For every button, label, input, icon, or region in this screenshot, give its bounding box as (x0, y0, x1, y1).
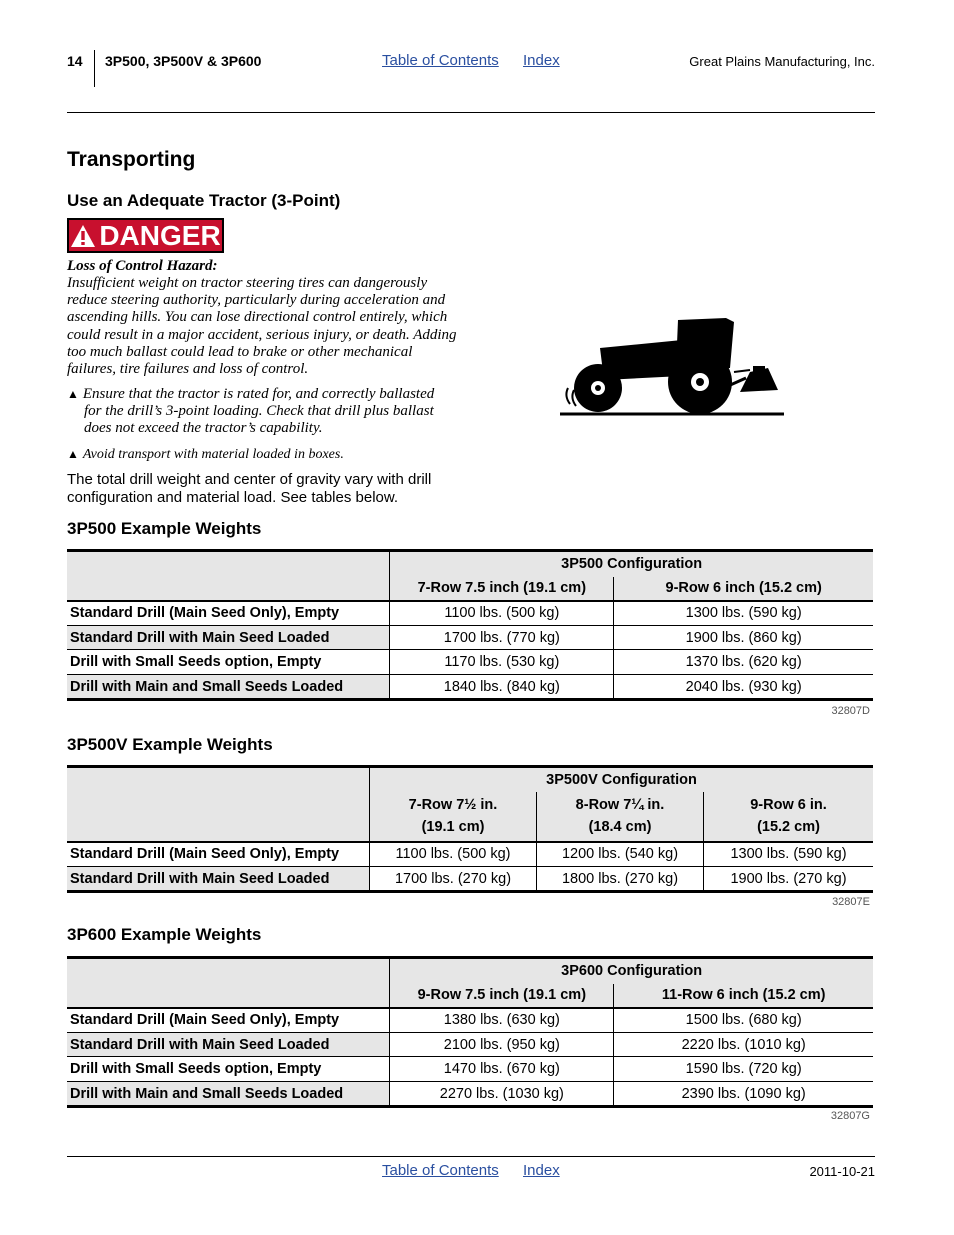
table-row (67, 1008, 873, 1033)
bullet-triangle-icon: ▲ (67, 447, 79, 461)
row-label: Standard Drill with Main Seed Loaded (67, 626, 390, 650)
row-label: Drill with Main and Small Seeds Loaded (67, 1082, 390, 1107)
cell-value: 1900 lbs. (270 kg) (704, 867, 874, 892)
cell-value: 1700 lbs. (770 kg) (390, 626, 614, 650)
cell-value: 1100 lbs. (500 kg) (370, 842, 537, 867)
toc-link-header[interactable]: Table of Contents (382, 52, 499, 69)
intro-paragraph: The total drill weight and center of gravity vary with drill configuration and material load. See tables below. (67, 471, 432, 506)
cell-value: 1300 lbs. (590 kg) (704, 842, 874, 867)
column-header-line2: (19.1 cm) (421, 819, 485, 835)
cell-value: 1470 lbs. (670 kg) (390, 1057, 614, 1082)
hazard-bullet-2 (67, 446, 462, 463)
table-row (67, 626, 873, 650)
cell-value: 1300 lbs. (590 kg) (614, 601, 873, 626)
index-link-header[interactable]: Index (523, 52, 560, 69)
figure-id: 32807D (831, 705, 870, 717)
table-row (67, 1033, 873, 1057)
row-label: Drill with Small Seeds option, Empty (67, 1057, 390, 1082)
danger-label (67, 218, 224, 253)
footer-rule (67, 1156, 875, 1157)
tractor-ballast-illustration (558, 310, 788, 420)
column-header-line1: 8-Row 7¼ in. (575, 797, 665, 813)
cell-value: 2390 lbs. (1090 kg) (614, 1082, 873, 1107)
hazard-text: Insufficient weight on tractor steering tires can dangerously reduce steering authority, particularly during acceleration and ascending hills. You can lose directional control entirely, which could result in a major accident, serious injury, or death. Adding too much ballast could lead to brake or other mechanical failures, tire failures and loss of control. (67, 275, 457, 378)
row-label: Standard Drill (Main Seed Only), Empty (67, 601, 390, 626)
danger-text: DANGER (99, 219, 221, 251)
cell-value: 1800 lbs. (270 kg) (537, 867, 704, 892)
column-header (537, 792, 704, 842)
row-label: Standard Drill (Main Seed Only), Empty (67, 1008, 390, 1033)
hazard-title: Loss of Control Hazard: (67, 258, 218, 274)
cell-value: 2220 lbs. (1010 kg) (614, 1033, 873, 1057)
index-link-footer[interactable]: Index (523, 1162, 560, 1179)
bullet-2-text: Avoid transport with material loaded in boxes. (82, 447, 344, 462)
figure-id: 32807E (832, 896, 870, 908)
table-3p600 (67, 956, 873, 1108)
document-date: 2011-10-21 (809, 1164, 875, 1179)
company-name: Great Plains Manufacturing, Inc. (689, 54, 875, 69)
table-row (67, 650, 873, 675)
table-config-header: 3P600 Configuration (390, 958, 873, 984)
cell-value: 1500 lbs. (680 kg) (614, 1008, 873, 1033)
row-label: Standard Drill with Main Seed Loaded (67, 867, 370, 892)
cell-value: 1840 lbs. (840 kg) (390, 675, 614, 700)
cell-value: 2040 lbs. (930 kg) (614, 675, 873, 700)
table-config-header: 3P500 Configuration (390, 551, 873, 577)
column-header-line1: 7-Row 7½ in. (408, 797, 498, 813)
table-3p600-title: 3P600 Example Weights (67, 925, 262, 944)
cell-value: 1100 lbs. (500 kg) (390, 601, 614, 626)
row-label: Standard Drill with Main Seed Loaded (67, 1033, 390, 1057)
column-header (704, 792, 874, 842)
warning-triangle-icon (70, 224, 96, 248)
section-title: Transporting (67, 148, 196, 171)
table-header-blank (67, 958, 390, 1008)
cell-value: 2270 lbs. (1030 kg) (390, 1082, 614, 1107)
figure-id: 32807G (830, 1110, 870, 1122)
table-header-blank (67, 551, 390, 601)
table-3p500v (67, 765, 873, 893)
column-header-line2: (15.2 cm) (757, 819, 820, 835)
cell-value: 1380 lbs. (630 kg) (390, 1008, 614, 1033)
cell-value: 1370 lbs. (620 kg) (614, 650, 873, 675)
column-header: 11-Row 6 inch (15.2 cm) (614, 984, 873, 1008)
cell-value: 2100 lbs. (950 kg) (390, 1033, 614, 1057)
column-header-line2: (18.4 cm) (588, 819, 652, 835)
table-config-header: 3P500V Configuration (370, 767, 874, 792)
table-row (67, 842, 873, 867)
table-row (67, 675, 873, 700)
table-row (67, 601, 873, 626)
table-row (67, 1082, 873, 1107)
document-model: 3P500, 3P500V & 3P600 (105, 53, 262, 69)
header-divider (94, 50, 95, 87)
cell-value: 1700 lbs. (270 kg) (370, 867, 537, 892)
table-header-blank (67, 767, 370, 842)
row-label: Drill with Main and Small Seeds Loaded (67, 675, 390, 700)
cell-value: 1170 lbs. (530 kg) (390, 650, 614, 675)
cell-value: 1900 lbs. (860 kg) (614, 626, 873, 650)
table-3p500v-title: 3P500V Example Weights (67, 735, 273, 754)
table-row (67, 1057, 873, 1082)
column-header-line1: 9-Row 6 in. (750, 797, 827, 813)
page-number: 14 (67, 53, 83, 69)
column-header: 9-Row 6 inch (15.2 cm) (614, 577, 873, 601)
table-3p500-title: 3P500 Example Weights (67, 519, 262, 538)
toc-link-footer[interactable]: Table of Contents (382, 1162, 499, 1179)
row-label: Standard Drill (Main Seed Only), Empty (67, 842, 370, 867)
column-header (370, 792, 537, 842)
subsection-title: Use an Adequate Tractor (3-Point) (67, 191, 341, 210)
bullet-1-line1: Ensure that the tractor is rated for, and correctly ballasted (82, 386, 435, 402)
header-rule (67, 112, 875, 113)
column-header: 7-Row 7.5 inch (19.1 cm) (390, 577, 614, 601)
row-label: Drill with Small Seeds option, Empty (67, 650, 390, 675)
bullet-1-rest: for the drill’s 3-point loading. Check that drill plus ballast does not exceed the tractor’s capability. (84, 403, 434, 437)
cell-value: 1200 lbs. (540 kg) (537, 842, 704, 867)
column-header: 9-Row 7.5 inch (19.1 cm) (390, 984, 614, 1008)
hazard-bullet-1 (67, 386, 462, 438)
cell-value: 1590 lbs. (720 kg) (614, 1057, 873, 1082)
bullet-triangle-icon: ▲ (67, 387, 79, 401)
table-3p500 (67, 549, 873, 701)
table-row (67, 867, 873, 892)
